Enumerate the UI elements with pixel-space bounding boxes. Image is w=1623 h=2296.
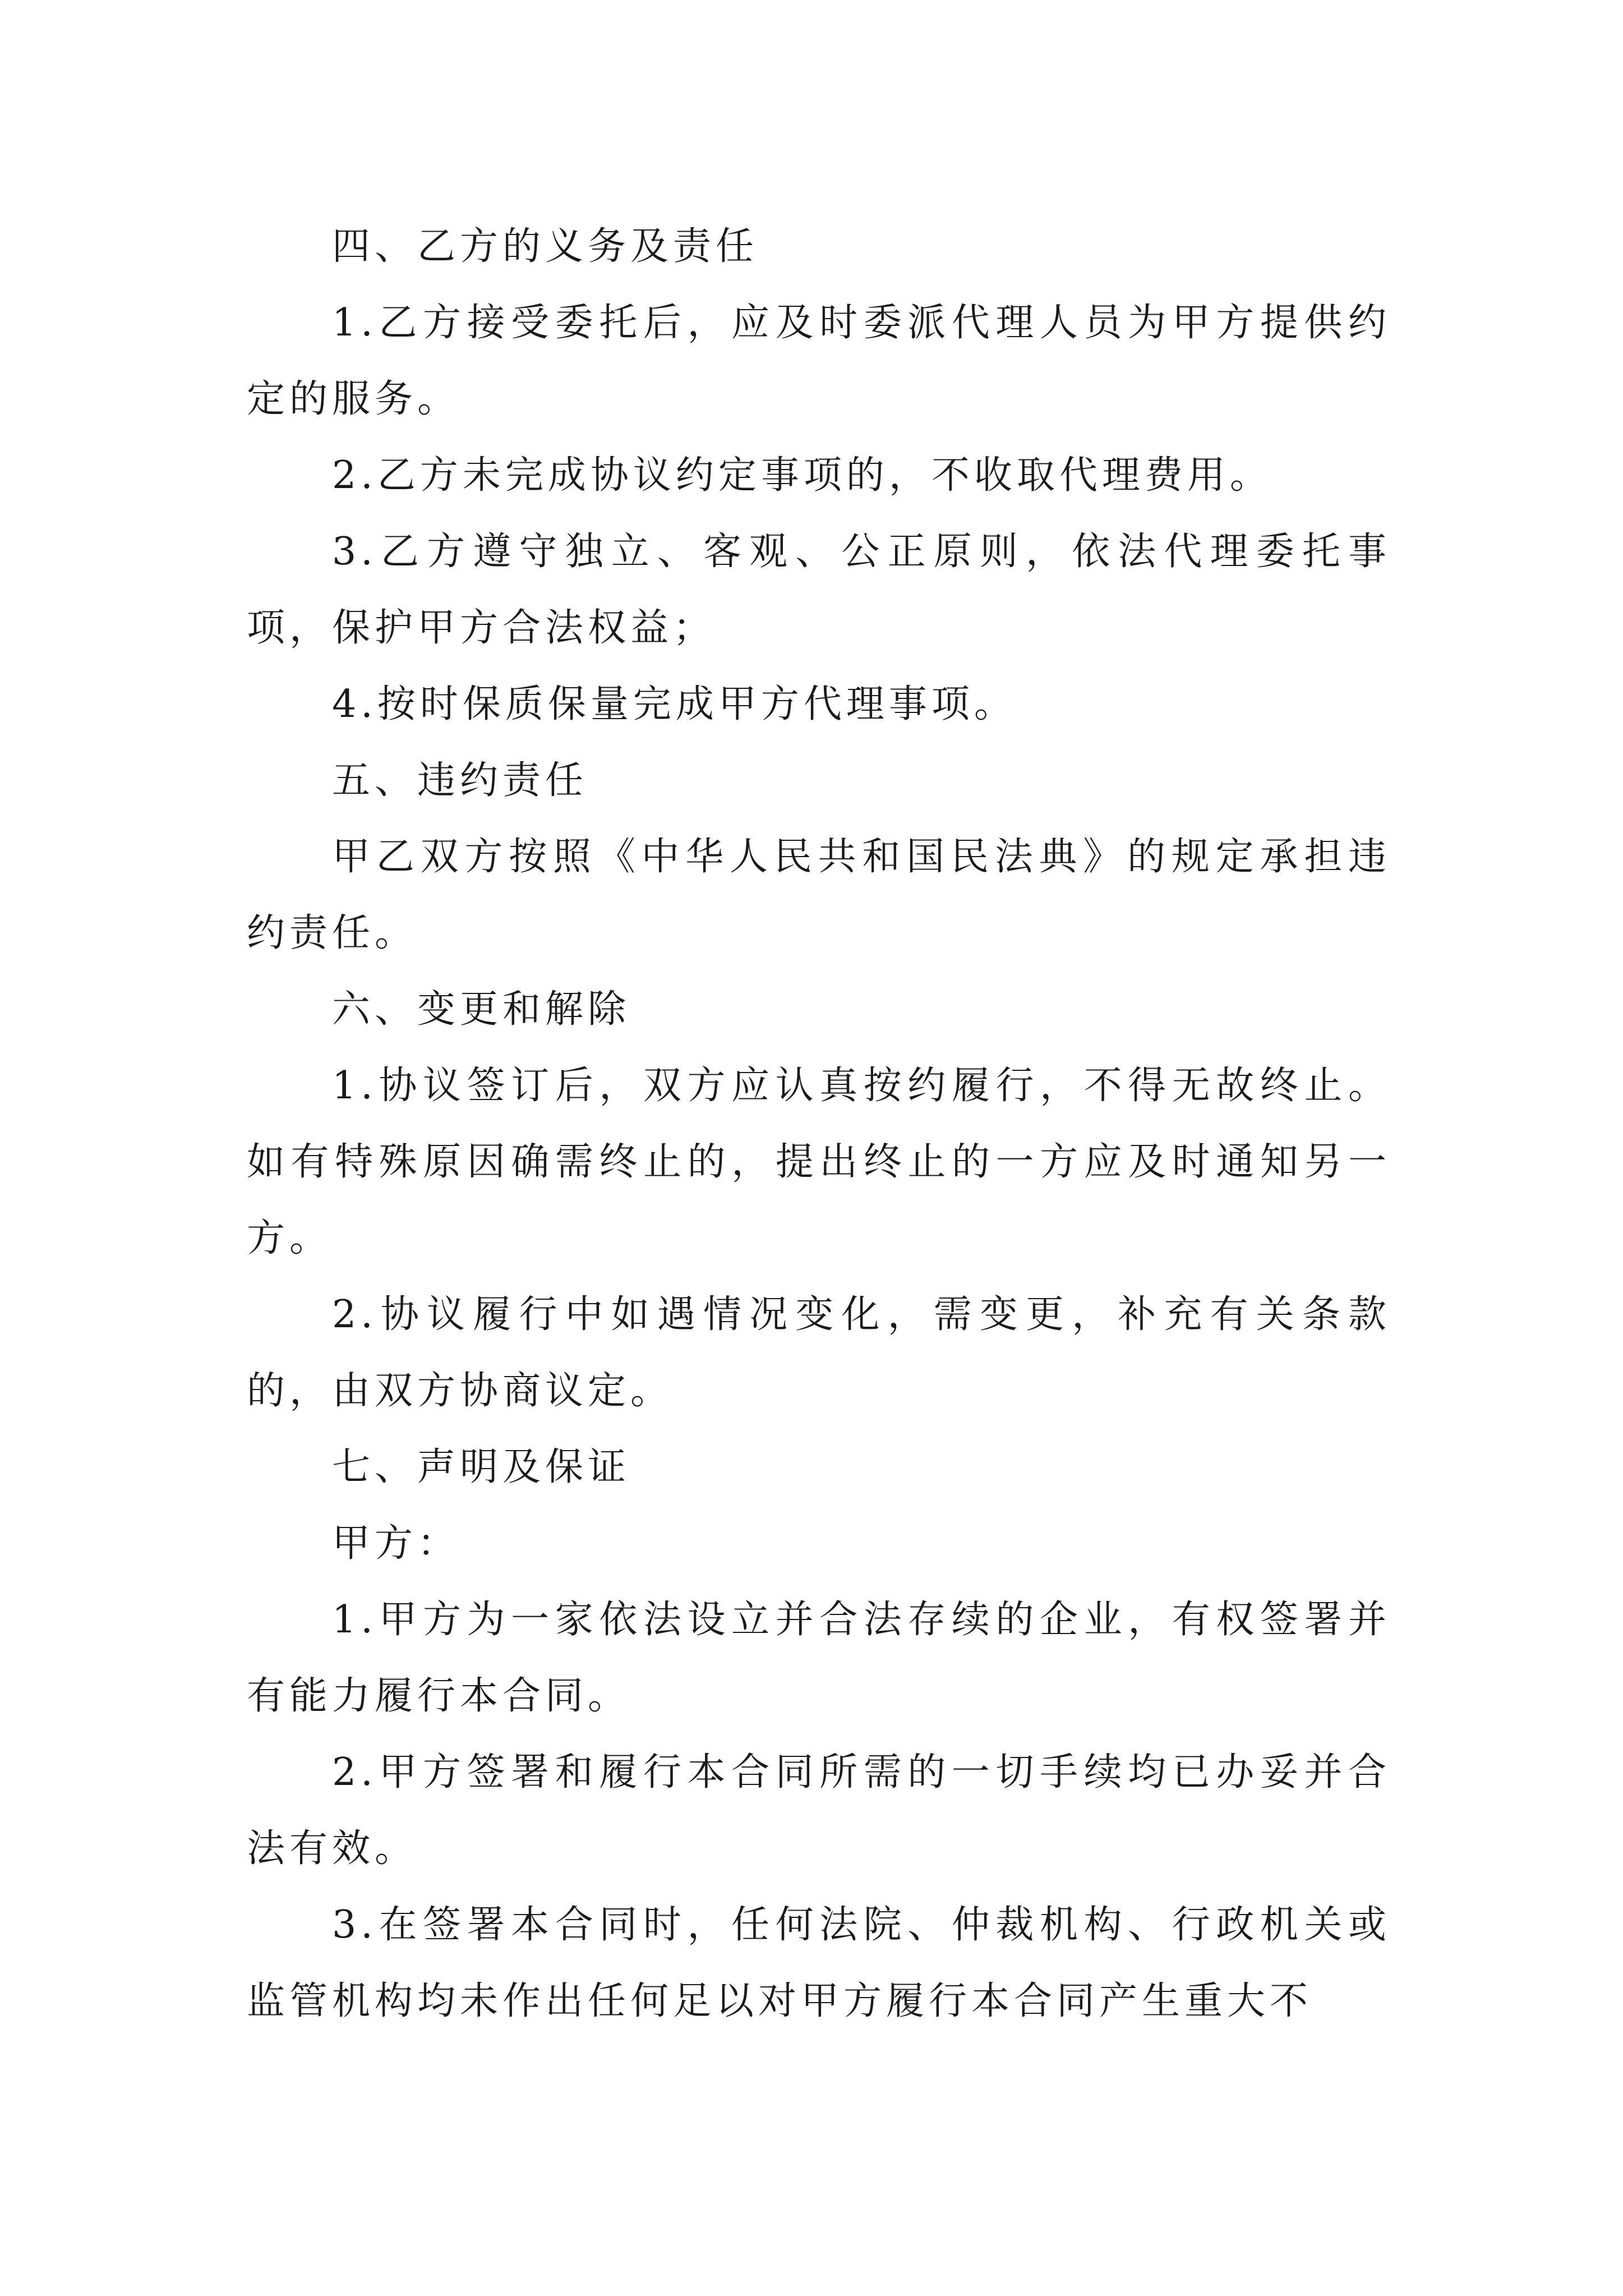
document-body xyxy=(247,209,1391,2040)
clause-paragraph: 4.按时保质保量完成甲方代理事项。 xyxy=(332,682,1017,726)
clause-paragraph: 2.协议履行中如遇情况变化，需变更，补充有关条款的，由双方协商议定。 xyxy=(247,1292,1391,1413)
clause-paragraph: 1.乙方接受委托后，应及时委派代理人员为甲方提供约定的服务。 xyxy=(247,301,1391,421)
section-heading-modification: 六、变更和解除 xyxy=(332,987,631,1032)
clause-paragraph: 1.协议签订后，双方应认真按约履行，不得无故终止。如有特殊原因确需终止的，提出终止的一方应及时通知另一方。 xyxy=(247,1064,1391,1260)
clause-paragraph: 2.甲方签署和履行本合同所需的一切手续均已办妥并合法有效。 xyxy=(247,1750,1391,1871)
section-heading-breach: 五、违约责任 xyxy=(332,758,588,803)
clause-paragraph: 3.乙方遵守独立、客观、公正原则，依法代理委托事项，保护甲方合法权益； xyxy=(247,530,1391,650)
party-label: 甲方： xyxy=(332,1521,460,1566)
clause-paragraph: 1.甲方为一家依法设立并合法存续的企业，有权签署并有能力履行本合同。 xyxy=(247,1598,1391,1718)
clause-paragraph: 2.乙方未完成协议约定事项的，不收取代理费用。 xyxy=(332,453,1272,498)
section-heading-obligations: 四、乙方的义务及责任 xyxy=(332,224,759,269)
section-heading-representations: 七、声明及保证 xyxy=(332,1445,631,1489)
clause-paragraph: 3.在签署本合同时，任何法院、仲裁机构、行政机关或监管机构均未作出任何足以对甲方履行本合同产生重大不 xyxy=(247,1903,1391,2023)
clause-paragraph: 甲乙双方按照《中华人民共和国民法典》的规定承担违约责任。 xyxy=(247,835,1391,955)
